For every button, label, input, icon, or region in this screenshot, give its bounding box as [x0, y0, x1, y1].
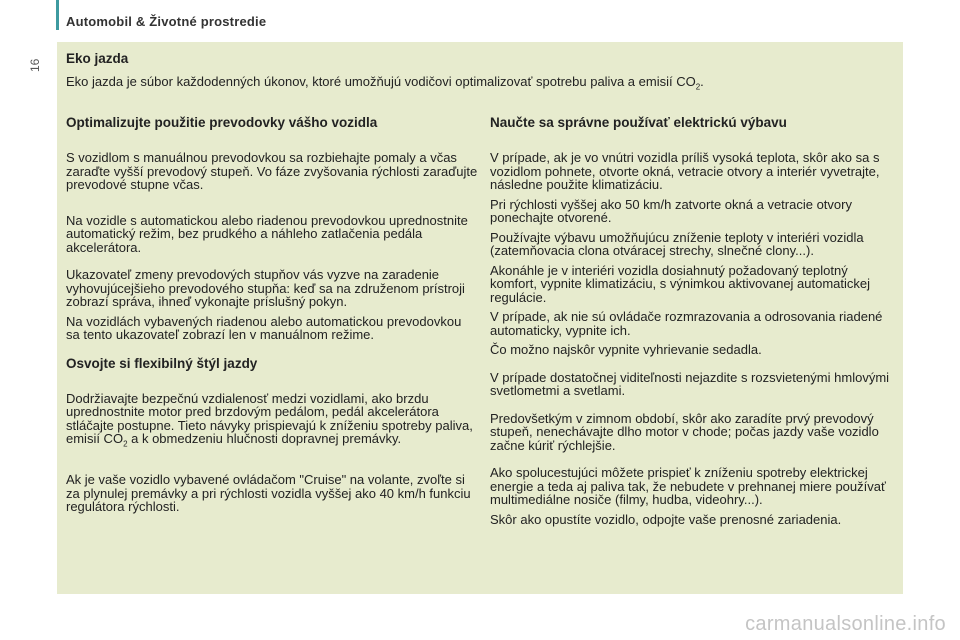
- eko-intro-subscript: 2: [695, 82, 701, 92]
- electric-paragraph-6: Čo možno najskôr vypnite vyhrievanie sedadla.: [490, 342, 762, 357]
- driving-style-paragraph-2: Ak je vaše vozidlo vybavené ovládačom "Cruise" na volante, zvoľte si za plynulej premávky a pri rýchlosti vozidla vyššej ako 40 km/h funkciu regulátora rýchlosti.: [66, 472, 471, 515]
- electric-paragraph-9: Ako spolucestujúci môžete prispieť k zníženiu spotreby elektrickej energie a teda aj paliva tak, že nebudete v prehnanej miere používať multimediálne nosiče (filmy, hudba, videohry...).: [490, 465, 886, 507]
- electric-paragraph-7: V prípade dostatočnej viditeľnosti nejazdite s rozsvietenými hmlovými svetlometmi a svetlami.: [490, 369, 890, 398]
- watermark: carmanualsonline.info: [745, 613, 946, 635]
- left-column: [66, 115, 478, 520]
- electric-paragraph-3: Používajte výbavu umožňujúcu zníženie teploty v interiéri vozidla (zatemňovacia clona otváracej strechy, slnečné clony...).: [490, 229, 864, 258]
- gearbox-paragraph-2: Na vozidle s automatickou alebo riadenou prevodovkou uprednostnite automatický režim, bez prudkého a náhleho zatlačenia pedála akcelerátora.: [66, 212, 468, 255]
- electric-paragraph-2: Pri rýchlosti vyššej ako 50 km/h zatvorte okná a vetracie otvory ponechajte otvorené.: [490, 196, 852, 225]
- gearbox-section-title: Optimalizujte použitie prevodovky vášho vozidla: [66, 115, 378, 130]
- driving-style-paragraph-1: [66, 392, 478, 452]
- margin-accent-bar: [56, 0, 59, 30]
- page-number: 16: [28, 58, 42, 72]
- eko-intro-end: .: [700, 74, 704, 89]
- page-header: Automobil & Životné prostredie: [66, 14, 267, 29]
- driving-style-p1-end: a k obmedzeniu hlučnosti dopravnej premávky.: [127, 431, 402, 446]
- driving-style-p1-text: Dodržiavajte bezpečnú vzdialenosť medzi vozidlami, ako brzdu uprednostnite motor pred brzdovým pedálom, pedál akcelerátora stláčajte postupne. Tieto návyky prispievajú k zníženiu spotreby paliva, emisií CO: [66, 390, 473, 446]
- electric-paragraph-1: V prípade, ak je vo vnútri vozidla príliš vysoká teplota, skôr ako sa s vozidlom pohnete, otvorte okná, vetracie otvory a interiér vyvetrajte, následne použite klimatizáciu.: [490, 150, 880, 192]
- eko-intro-text: Eko jazda je súbor každodenných úkonov, ktoré umožňujú vodičovi optimalizovať spotrebu paliva a emisií CO: [66, 74, 696, 89]
- electric-section-title: Naučte sa správne používať elektrickú výbavu: [490, 115, 787, 130]
- electric-paragraph-8: Predovšetkým v zimnom období, skôr ako zaradíte prvý prevodový stupeň, nenechávajte dlho motor v chode; počas jazdy vaše vozidlo začne kúriť rýchlejšie.: [490, 410, 879, 453]
- driving-style-p1-subscript: 2: [123, 439, 128, 449]
- eko-title: Eko jazda: [66, 51, 129, 66]
- electric-paragraph-5: V prípade, ak nie sú ovládače rozmrazovania a odrosovania riadené automaticky, vypnite ich.: [490, 309, 883, 338]
- driving-style-section-title: Osvojte si flexibilný štýl jazdy: [66, 355, 258, 371]
- electric-paragraph-10: Skôr ako opustíte vozidlo, odpojte vaše prenosné zariadenia.: [490, 511, 842, 527]
- gearbox-paragraph-4: Na vozidlách vybavených riadenou alebo automatickou prevodovkou sa tento ukazovateľ zobrazí len v manuálnom režime.: [66, 313, 462, 342]
- eko-intro: [66, 74, 886, 95]
- gearbox-paragraph-1: S vozidlom s manuálnou prevodovkou sa rozbiehajte pomaly a včas zaraďte vyšší prevodový stupeň. Vo fáze zvyšovania rýchlosti zaraďujte prevodové stupne včas.: [66, 150, 478, 192]
- right-column: [490, 115, 894, 532]
- gearbox-paragraph-3: Ukazovateľ zmeny prevodových stupňov vás vyzve na zaradenie vyhovujúcejšieho prevodového stupňa: keď sa na združenom prístroji zobrazí správa, ihneď vykonajte príslušný pokyn.: [66, 267, 465, 309]
- electric-paragraph-4: Akonáhle je v interiéri vozidla dosiahnutý požadovaný teplotný komfort, vypnite klimatizáciu, s výnimkou aktivovanej automatickej regulácie.: [490, 262, 871, 305]
